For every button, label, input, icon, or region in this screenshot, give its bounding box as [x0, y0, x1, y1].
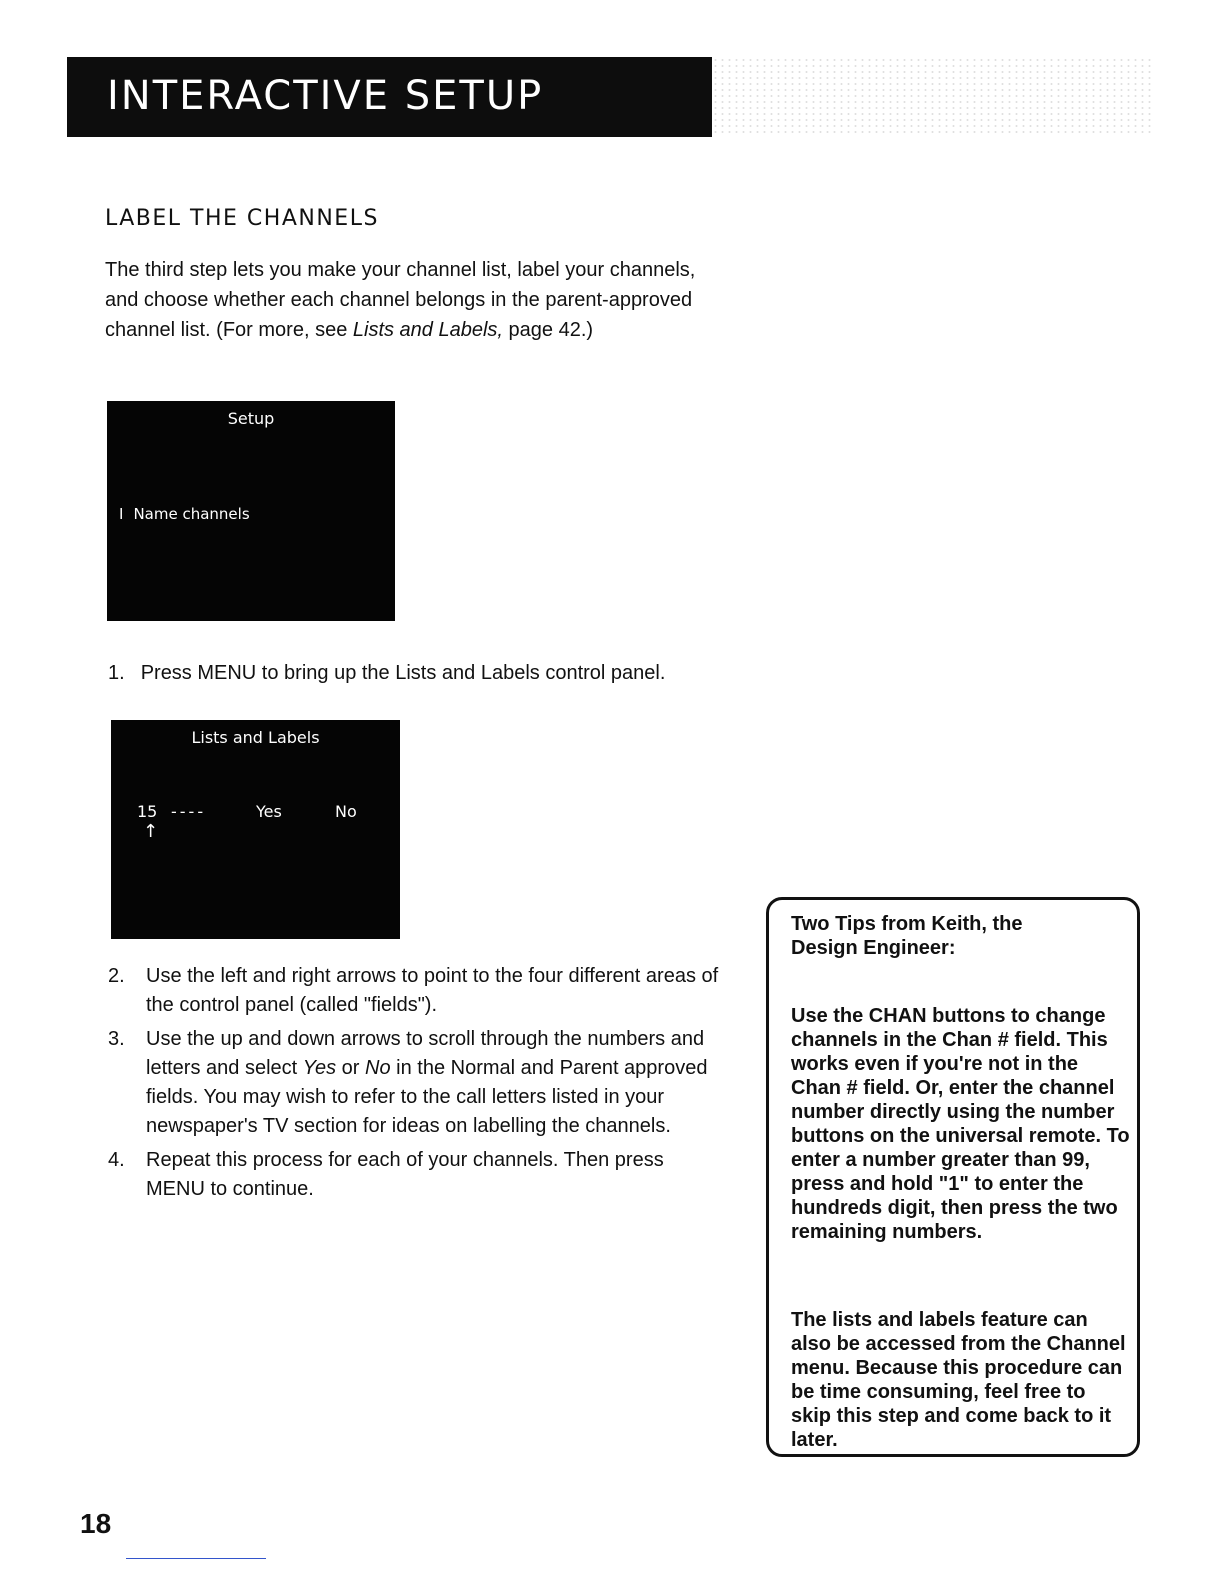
- menu-item-marker: I: [119, 505, 124, 523]
- step-1-text: Press MENU to bring up the Lists and Labels control panel.: [140, 662, 666, 684]
- step-3-text-c: in the Normal and Parent approved fields. You may wish to refer to the call letters listed in your newspaper's TV section for ideas on labelling the channels.: [146, 1057, 708, 1137]
- step-4: [108, 1146, 728, 1204]
- menu-item-label: Name channels: [133, 505, 250, 523]
- step-3-text-b: or: [336, 1057, 366, 1079]
- tips-box: [766, 897, 1140, 1457]
- step-3-yes: Yes: [302, 1057, 337, 1079]
- section-title: LABEL THE CHANNELS: [105, 206, 379, 231]
- footer-rule: [126, 1558, 266, 1559]
- parent-field: No: [335, 802, 357, 821]
- page-title: INTERACTIVE SETUP: [107, 73, 544, 119]
- intro-text-after: page 42.): [502, 319, 594, 341]
- step-4-text: Repeat this process for each of your channels. Then press MENU to continue.: [146, 1149, 664, 1200]
- intro-text-before: The third step lets you make your channel list, label your channels, and choose whether each channel belongs in the parent-approved channel list. (For more, see: [105, 259, 696, 341]
- intro-paragraph: [105, 255, 725, 345]
- step-1: [108, 662, 665, 685]
- step-1-number: 1.: [108, 662, 125, 684]
- print-speckle: [712, 57, 1152, 137]
- step-2-number: 2.: [108, 965, 125, 987]
- header-bar: [67, 57, 712, 137]
- tip-1: Use the CHAN buttons to change channels in the Chan # field. This works even if you're not in the Chan # field. Or, enter the channel number directly using the number buttons on the universal remote. To enter a number greater than 99, press and hold "1" to enter the hundreds digit, then press the two remaining numbers.: [791, 1005, 1130, 1243]
- step-3-no: No: [365, 1057, 391, 1079]
- chan-field: 15: [137, 802, 158, 821]
- tips-heading: Two Tips from Keith, the Design Engineer:: [791, 913, 1023, 959]
- step-3-number: 3.: [108, 1028, 125, 1050]
- intro-reference: Lists and Labels,: [352, 319, 503, 341]
- step-2: [108, 962, 728, 1020]
- setup-menu-item: [119, 505, 250, 523]
- page-number: 18: [80, 1508, 112, 1539]
- step-2-text: Use the left and right arrows to point to the four different areas of the control panel (called "fields").: [146, 965, 719, 1016]
- label-field: ----: [171, 802, 207, 821]
- step-3-text-a: Use the up and down arrows to scroll through the numbers and letters and select: [146, 1028, 705, 1079]
- lists-labels-screen-title: Lists and Labels: [191, 728, 320, 747]
- steps-list: [108, 962, 728, 1209]
- step-4-number: 4.: [108, 1149, 125, 1171]
- lists-labels-screen: [111, 720, 400, 939]
- step-3: [108, 1025, 728, 1141]
- setup-screen-title: Setup: [227, 409, 275, 428]
- tip-2: The lists and labels feature can also be accessed from the Channel menu. Because this procedure can be time consuming, feel free to skip this step and come back to it later.: [791, 1309, 1126, 1451]
- setup-screen: [107, 401, 395, 621]
- normal-field: Yes: [256, 802, 282, 821]
- arrow-up-icon: ↑: [143, 821, 159, 842]
